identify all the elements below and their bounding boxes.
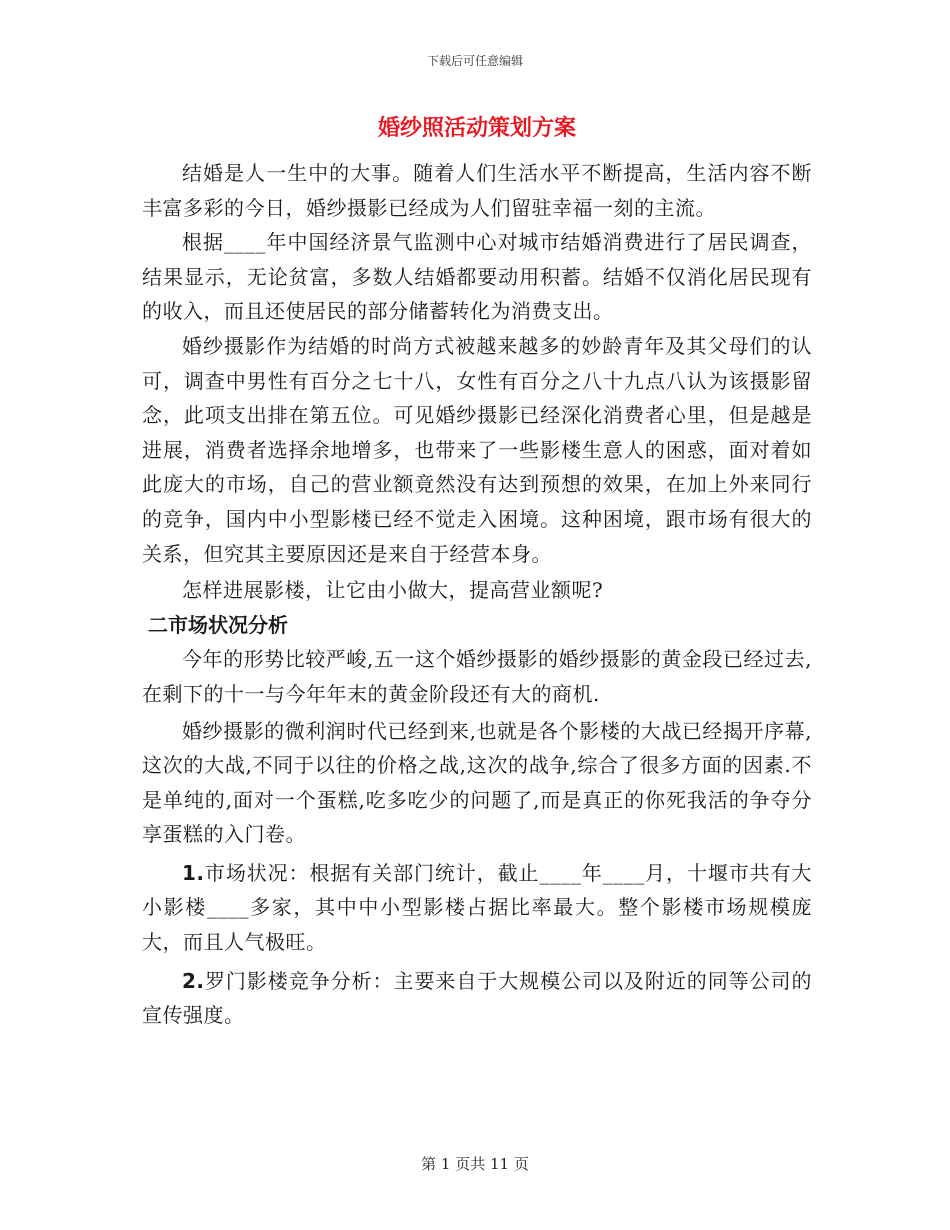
list-item-number: 1. xyxy=(182,860,205,885)
intro-paragraph-3: 婚纱摄影作为结婚的时尚方式被越来越多的妙龄青年及其父母们的认可，调查中男性有百分之七十八，女性有百分之八十九点八认为该摄影留念，此项支出排在第五位。可见婚纱摄影已经深化消费者心里，但是越是进展，消费者选择余地增多，也带来了一些影楼生意人的困惑，面对着如此庞大的市场，自己的营业额竟然没有达到预想的效果，在加上外来同行的竞争，国内中小型影楼已经不觉走入困境。这种困境，跟市场有很大的关系，但究其主要原因还是来自于经营本身。 xyxy=(142,333,812,566)
market-paragraph-1: 今年的形势比较严峻,五一这个婚纱摄影的婚纱摄影的黄金段已经过去,在剩下的十一与今年年末的黄金阶段还有大的商机. xyxy=(142,647,812,706)
intro-paragraph-2: 根据____年中国经济景气监测中心对城市结婚消费进行了居民调查，结果显示，无论贫富，多数人结婚都要动用积蓄。结婚不仅消化居民现有的收入，而且还使居民的部分储蓄转化为消费支出。 xyxy=(142,230,812,324)
document-title: 婚纱照活动策划方案 xyxy=(377,116,576,141)
list-item-text: 市场状况：根据有关部门统计，截止____年____月，十堰市共有大小影楼____多家，其中中小型影楼占据比率最大。整个影楼市场规模庞大，而且人气极旺。 xyxy=(142,860,812,955)
page-footer: 第 1 页共 11 页 xyxy=(421,1155,529,1173)
list-item-market-status xyxy=(142,856,812,960)
list-item-text: 罗门影楼竞争分析：主要来自于大规模公司以及附近的同等公司的宣传强度。 xyxy=(142,968,812,1028)
list-item-number: 2. xyxy=(182,968,205,993)
page-header: 下载后可任意编辑 xyxy=(426,54,523,68)
market-paragraph-2: 婚纱摄影的微利润时代已经到来,也就是各个影楼的大战已经揭开序幕,这次的大战,不同于以往的价格之战,这次的战争,综合了很多方面的因素.不是单纯的,面对一个蛋糕,吃多吃少的问题了,而是真正的你死我活的争夺分享蛋糕的入门卷。 xyxy=(142,718,812,847)
document-body xyxy=(142,112,812,1033)
list-item-competition xyxy=(142,964,812,1033)
section-heading-market-analysis: 二市场状况分析 xyxy=(148,612,288,637)
intro-paragraph-1: 结婚是人一生中的大事。随着人们生活水平不断提高，生活内容不断丰富多彩的今日，婚纱摄影已经成为人们留驻幸福一刻的主流。 xyxy=(142,161,812,220)
intro-paragraph-4: 怎样进展影楼，让它由小做大，提高营业额呢? xyxy=(182,578,604,603)
